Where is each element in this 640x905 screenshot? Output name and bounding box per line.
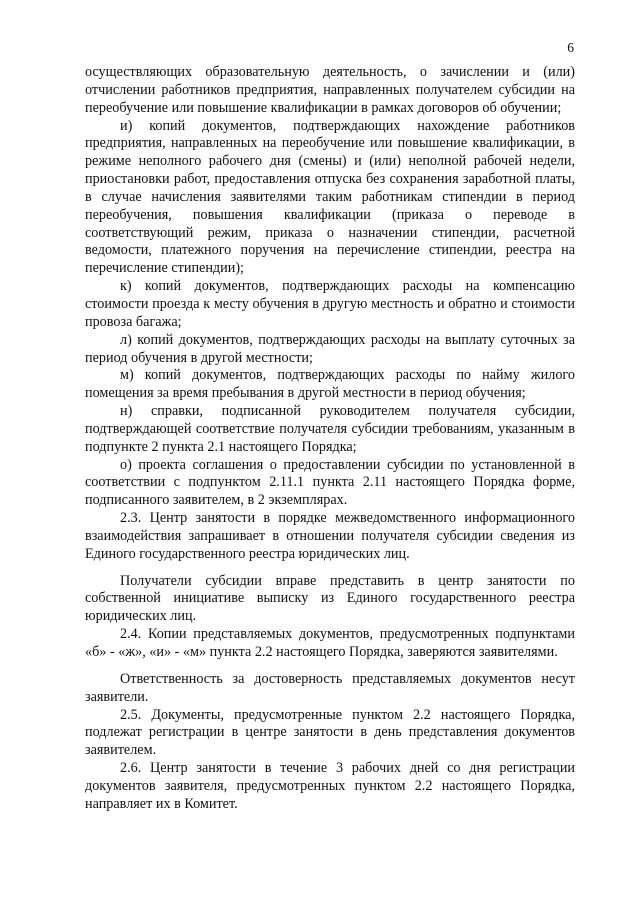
paragraph-2-3: 2.3. Центр занятости в порядке межведомственного информационного взаимодействия запрашивает в отношении получателя субсидии сведения из Единого государственного реестра юридических лиц. <box>85 510 575 562</box>
paragraph-item-i: и) копий документов, подтверждающих нахождение работников предприятия, направленных на переобучение или повышение квалификации, в режиме неполного рабочего дня (смены) и (или) неполной рабочей недели, приостановки работ, предоставления отпуска без сохранения заработной платы, в случае начисления заявителями таким работникам стипендии в период переобучения, повышения квалификации (приказа о переводе в соответствующий режим, приказа о назначении стипендии, расчетной ведомости, платежного поручения на перечисление стипендии, реестра на перечисление стипендии); <box>85 117 575 277</box>
paragraph-2-6: 2.6. Центр занятости в течение 3 рабочих дней со дня регистрации документов заявителя, предусмотренных пунктом 2.2 настоящего Порядка, направляет их в Комитет. <box>85 760 575 812</box>
paragraph-2-4-responsibility: Ответственность за достоверность представляемых документов несут заявители. <box>85 670 575 705</box>
paragraph-item-n: н) справки, подписанной руководителем получателя субсидии, подтверждающей соответствие получателя субсидии требованиям, указанным в подпункте 2 пункта 2.1 настоящего Порядка; <box>85 403 575 455</box>
paragraph-2-5: 2.5. Документы, предусмотренные пунктом 2.2 настоящего Порядка, подлежат регистрации в центре занятости в день представления документов заявителем. <box>85 706 575 759</box>
paragraph-2-4: 2.4. Копии представляемых документов, предусмотренных подпунктами «б» - «ж», «и» - «м» пункта 2.2 настоящего Порядка, заверяются заявителями. <box>85 626 575 660</box>
page-number: 6 <box>567 40 574 55</box>
document-body <box>85 64 575 814</box>
paragraph-item-o: о) проекта соглашения о предоставлении субсидии по установленной в соответствии с подпунктом 2.11.1 пункта 2.11 настоящего Порядка форме, подписанного заявителем, в 2 экземплярах. <box>85 456 575 509</box>
paragraph-item-m: м) копий документов, подтверждающих расходы по найму жилого помещения за время пребывания в другой местности в период обучения; <box>85 367 575 402</box>
paragraph-item-l: л) копий документов, подтверждающих расходы на выплату суточных за период обучения в другой местности; <box>85 331 575 366</box>
paragraph-item-k: к) копий документов, подтверждающих расходы на компенсацию стоимости проезда к месту обучения в другую местность и обратно и стоимости провоза багажа; <box>85 278 575 330</box>
paragraph-continuation: осуществляющих образовательную деятельность, о зачислении и (или) отчислении работников предприятия, направленных получателем субсидии на переобучение или повышение квалификации в рамках договоров об обучении; <box>85 64 575 116</box>
paragraph-2-3-note: Получатели субсидии вправе представить в центр занятости по собственной инициативе выписку из Единого государственного реестра юридических лиц. <box>85 572 575 625</box>
